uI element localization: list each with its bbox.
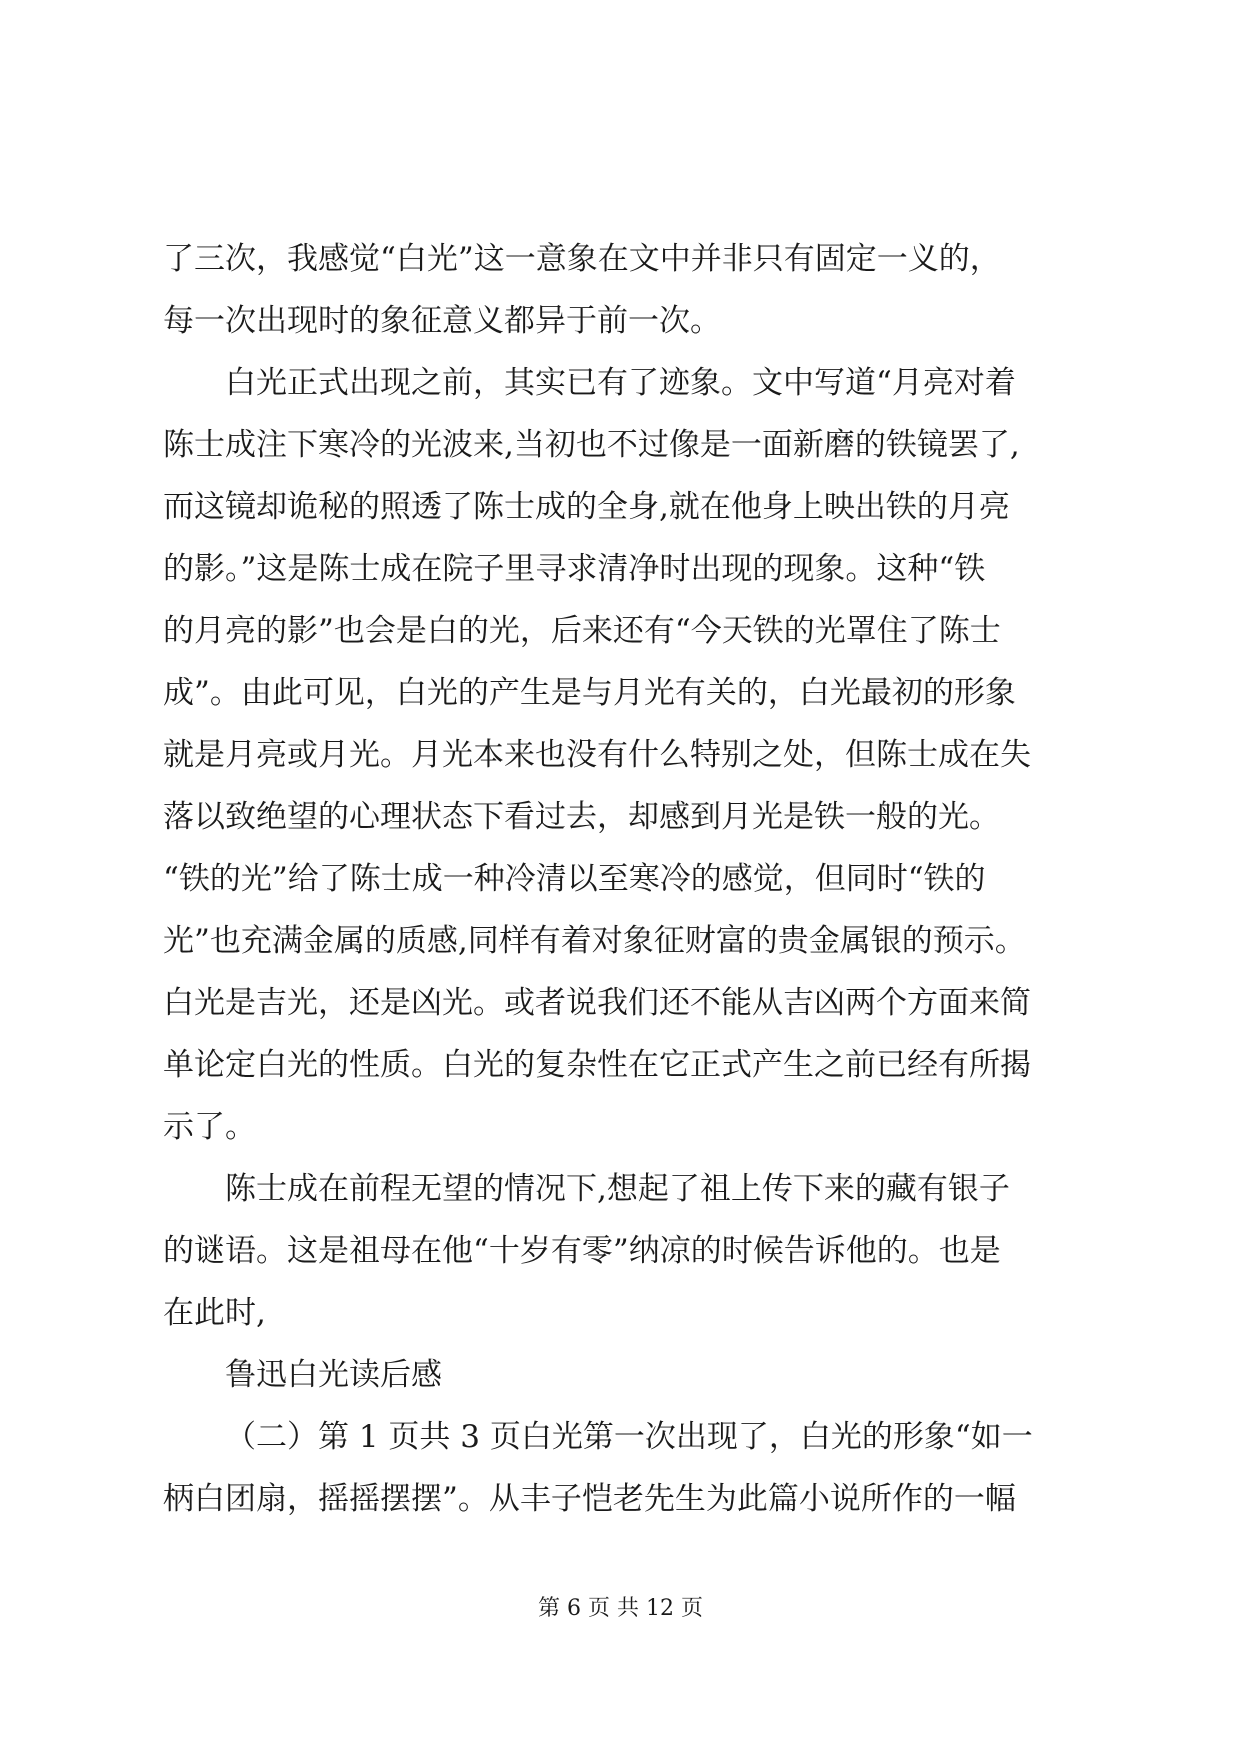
- page-number-footer: 第 6 页 共 12 页: [538, 1596, 703, 1621]
- text-line: 白光是吉光，还是凶光。或者说我们还不能从吉凶两个方面来简: [163, 985, 1031, 1021]
- text-line: 成”。由此可见，白光的产生是与月光有关的，白光最初的形象: [163, 675, 1016, 711]
- text-line: 单论定白光的性质。白光的复杂性在它正式产生之前已经有所揭: [163, 1047, 1031, 1083]
- text-line: 落以致绝望的心理状态下看过去，却感到月光是铁一般的光。: [163, 799, 1000, 835]
- text-line: 而这镜却诡秘的照透了陈士成的全身,就在他身上映出铁的月亮: [163, 489, 1010, 525]
- text-line: 的月亮的影”也会是白的光，后来还有“今天铁的光罩住了陈士: [163, 613, 1001, 649]
- text-line: 的谜语。这是祖母在他“十岁有零”纳凉的时候告诉他的。也是: [163, 1233, 1001, 1269]
- text-line: “铁的光”给了陈士成一种冷清以至寒冷的感觉，但同时“铁的: [163, 861, 986, 897]
- text-line: 在此时,: [163, 1295, 266, 1331]
- document-body: [163, 228, 1078, 1530]
- section-heading: 鲁迅白光读后感: [225, 1357, 442, 1393]
- text-line: 示了。: [163, 1109, 256, 1145]
- text-line: 柄白团扇，摇摇摆摆”。从丰子恺老先生为此篇小说所作的一幅: [163, 1481, 1016, 1517]
- text-line: 陈士成在前程无望的情况下,想起了祖上传下来的藏有银子: [225, 1171, 1010, 1207]
- text-line: 的影。”这是陈士成在院子里寻求清净时出现的现象。这种“铁: [163, 551, 986, 587]
- text-line: 白光正式出现之前，其实已有了迹象。文中写道“月亮对着: [225, 365, 1016, 401]
- text-line: 就是月亮或月光。月光本来也没有什么特别之处，但陈士成在失: [163, 737, 1031, 773]
- text-line: 光”也充满金属的质感,同样有着对象征财富的贵金属银的预示。: [163, 923, 1026, 959]
- text-line: 了三次，我感觉“白光”这一意象在文中并非只有固定一义的，: [163, 241, 1001, 277]
- text-line: （二）第 1 页共 3 页白光第一次出现了，白光的形象“如一: [225, 1419, 1033, 1455]
- text-line: 每一次出现时的象征意义都异于前一次。: [163, 303, 721, 339]
- text-line: 陈士成注下寒冷的光波来,当初也不过像是一面新磨的铁镜罢了,: [163, 427, 1020, 463]
